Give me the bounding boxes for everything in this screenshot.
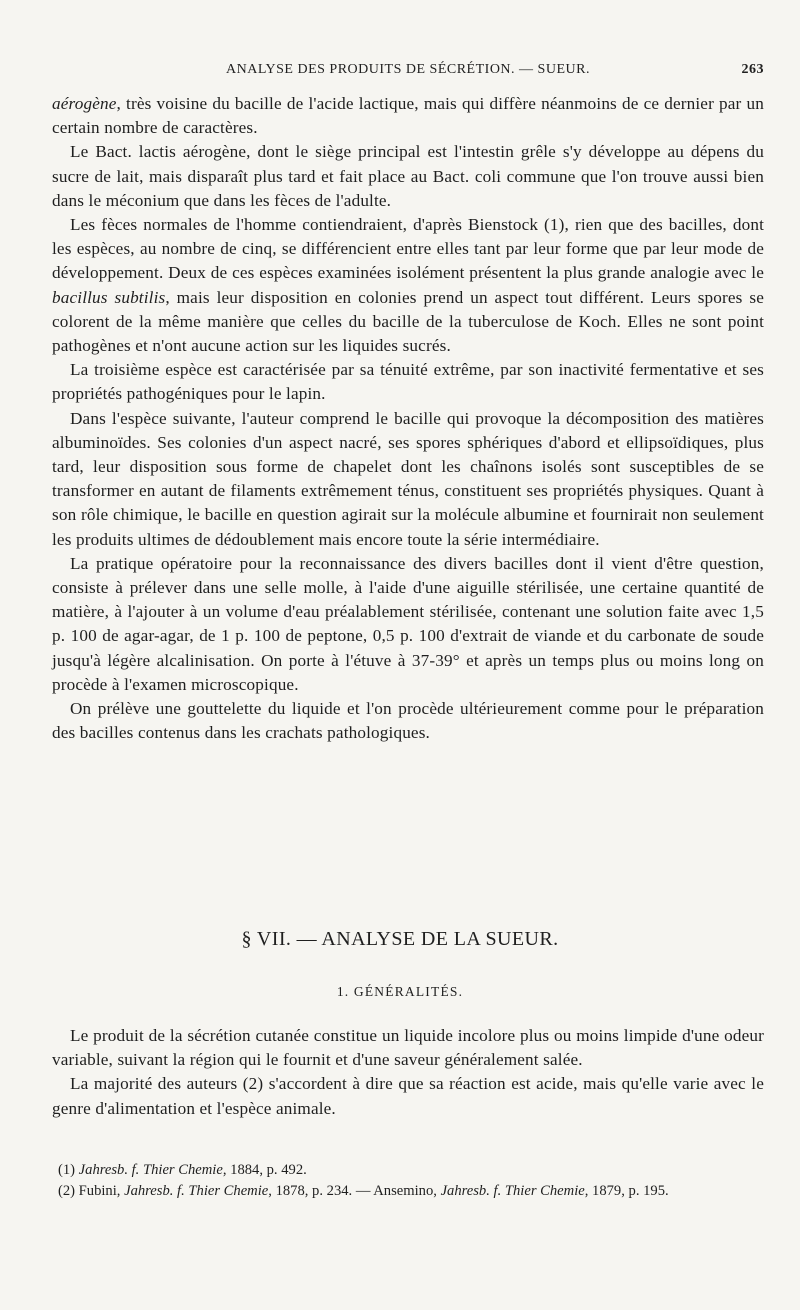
paragraph-6: La pratique opératoire pour la reconnaissance des divers bacilles dont il vient d'être question, consiste à prélever dans une selle molle, à l'aide d'une aiguille stérilisée, une certaine quantité de matière, à l'ajouter à un volume d'eau préalablement stérilisée, contenant une solution faite avec 1,5 p. 100 de agar-agar, de 1 p. 100 de peptone, 0,5 p. 100 d'extrait de viande et du carbonate de soude jusqu'à légère alcalinisation. On porte à l'étuve à 37-39° et après un temps plus ou moins long on procède à l'examen microscopique. — [52, 553, 764, 694]
main-text — [52, 92, 764, 745]
section-heading: § VII. — ANALYSE DE LA SUEUR. — [241, 928, 559, 950]
section-text — [52, 1024, 764, 1121]
footnote-1: (1) Jahresb. f. Thier Chemie, 1884, p. 492. — [58, 1162, 307, 1178]
paragraph-5: Dans l'espèce suivante, l'auteur comprend le bacille qui provoque la décomposition des matières albuminoïdes. Ses colonies d'un aspect nacré, ses spores sphériques d'abord et ellipsoïdiques, plus tard, leur disposition sous forme de chapelet dont les chaînons isolés sont susceptibles de se transformer en autant de filaments extrêmement ténus, constituent ses propriétés physiques. Quant à son rôle chimique, le bacille en question agirait sur la molécule albumine et fournirait non seulement les produits ultimes de dédoublement mais encore toute la série intermédiaire. — [52, 408, 764, 549]
italic-term: aérogène — [52, 94, 117, 113]
paragraph-1: aérogène, très voisine du bacille de l'acide lactique, mais qui diffère néanmoins de ce dernier par un certain nombre de caractères. — [52, 94, 764, 138]
footnotes — [52, 1160, 764, 1202]
paragraph-9: La majorité des auteurs (2) s'accordent à dire que sa réaction est acide, mais qu'elle varie avec le genre d'alimentation et l'espèce animale. — [52, 1074, 764, 1118]
page-header — [52, 62, 764, 84]
paragraph-2: Le Bact. lactis aérogène, dont le siège principal est l'intestin grêle s'y développe au dépens du sucre de lait, mais disparaît plus tard et fait place au Bact. coli commune que l'on trouve aussi bien dans le méconium que dans les fèces de l'adulte. — [52, 142, 764, 210]
italic-term: bacillus subtilis — [52, 287, 166, 307]
paragraph-8: Le produit de la sécrétion cutanée constitue un liquide incolore plus ou moins limpide d'une odeur variable, suivant la région qui le fournit et d'une saveur généralement salée. — [52, 1026, 764, 1070]
paragraph-7: On prélève une gouttelette du liquide et l'on procède ultérieurement comme pour le préparation des bacilles contenus dans les crachats pathologiques. — [52, 699, 764, 743]
footnote-2: (2) Fubini, Jahresb. f. Thier Chemie, 1878, p. 234. — Ansemino, Jahresb. f. Thier Chemie, 1879, p. 195. — [58, 1183, 669, 1199]
page-number: 263 — [741, 62, 764, 77]
running-title: ANALYSE DES PRODUITS DE SÉCRÉTION. — SUEUR. — [226, 62, 590, 77]
paragraph-4: La troisième espèce est caractérisée par sa ténuité extrême, par son inactivité fermentative et ses propriétés pathogéniques pour le lapin. — [52, 360, 764, 404]
subsection-heading: 1. GÉNÉRALITÉS. — [336, 984, 464, 999]
paragraph-3: Les fèces normales de l'homme contiendraient, d'après Bienstock (1), rien que des bacilles, dont les espèces, au nombre de cinq, se différencient entre elles tant par leur forme que par leur mode de développement. Deux de ces espèces examinées isolément présentent la plus grande analogie avec le bacillus subtilis, mais leur disposition en colonies prend un aspect tout différent. Leurs spores se colorent de la même manière que celles du bacille de la tuberculose de Koch. Elles ne sont point pathogènes et n'ont aucune action sur les liquides sucrés. — [52, 215, 765, 356]
